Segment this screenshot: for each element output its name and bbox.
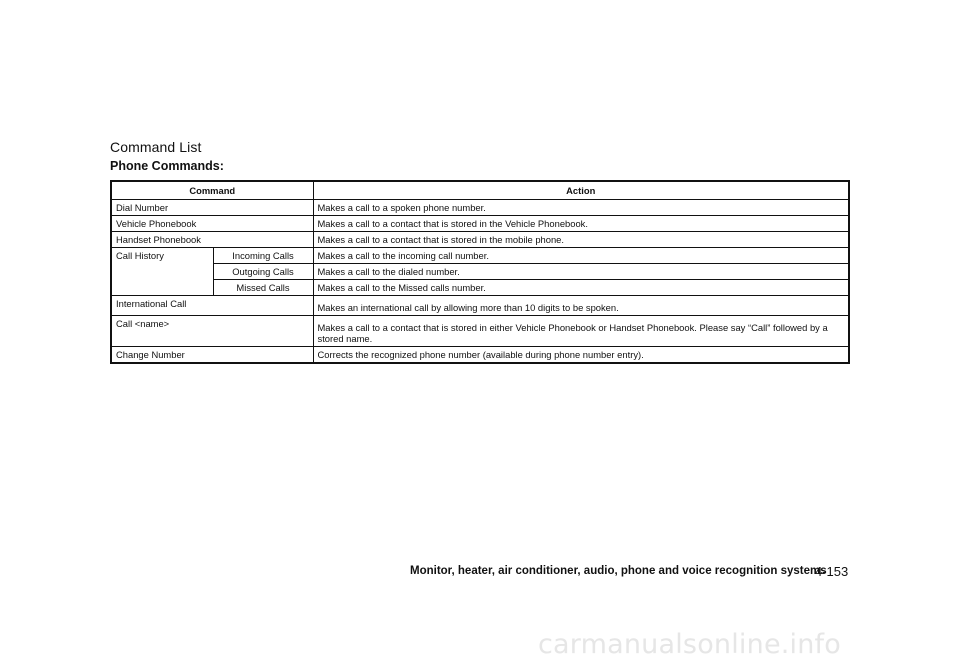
action-cell: Makes a call to a contact that is stored in the Vehicle Phonebook. (313, 216, 849, 232)
command-cell: Dial Number (111, 200, 313, 216)
header-command: Command (111, 181, 313, 200)
watermark: carmanualsonline.info (538, 629, 841, 660)
table-row (111, 316, 849, 347)
page-number: 4-153 (815, 564, 849, 579)
action-cell: Makes a call to the Missed calls number. (313, 280, 849, 296)
table-row (111, 248, 849, 264)
table-row (111, 296, 849, 316)
command-cell: International Call (111, 296, 313, 316)
section-title: Command List (110, 139, 202, 155)
action-cell: Makes a call to a contact that is stored in the mobile phone. (313, 232, 849, 248)
phone-commands-table (110, 180, 850, 364)
action-cell: Makes a call to the dialed number. (313, 264, 849, 280)
chapter-footer: Monitor, heater, air conditioner, audio, phone and voice recognition systems (410, 565, 827, 577)
sub-title: Phone Commands: (110, 159, 224, 173)
subcommand-cell: Incoming Calls (213, 248, 313, 264)
table-row (111, 280, 849, 296)
subcommand-cell: Outgoing Calls (213, 264, 313, 280)
command-cell: Call History (111, 248, 213, 296)
table-row (111, 347, 849, 364)
action-cell: Makes a call to a contact that is stored in either Vehicle Phonebook or Handset Phonebook. Please say “Call” followed by a stored name. (313, 316, 849, 347)
table-row (111, 216, 849, 232)
header-action: Action (313, 181, 849, 200)
command-cell: Vehicle Phonebook (111, 216, 313, 232)
table-row (111, 264, 849, 280)
table-row (111, 200, 849, 216)
command-cell: Handset Phonebook (111, 232, 313, 248)
table-header-row (111, 181, 849, 200)
table-row (111, 232, 849, 248)
command-cell: Change Number (111, 347, 313, 364)
command-cell: Call <name> (111, 316, 313, 347)
action-cell: Makes a call to a spoken phone number. (313, 200, 849, 216)
subcommand-cell: Missed Calls (213, 280, 313, 296)
action-cell: Makes a call to the incoming call number. (313, 248, 849, 264)
action-cell: Makes an international call by allowing more than 10 digits to be spoken. (313, 296, 849, 316)
action-cell: Corrects the recognized phone number (available during phone number entry). (313, 347, 849, 364)
